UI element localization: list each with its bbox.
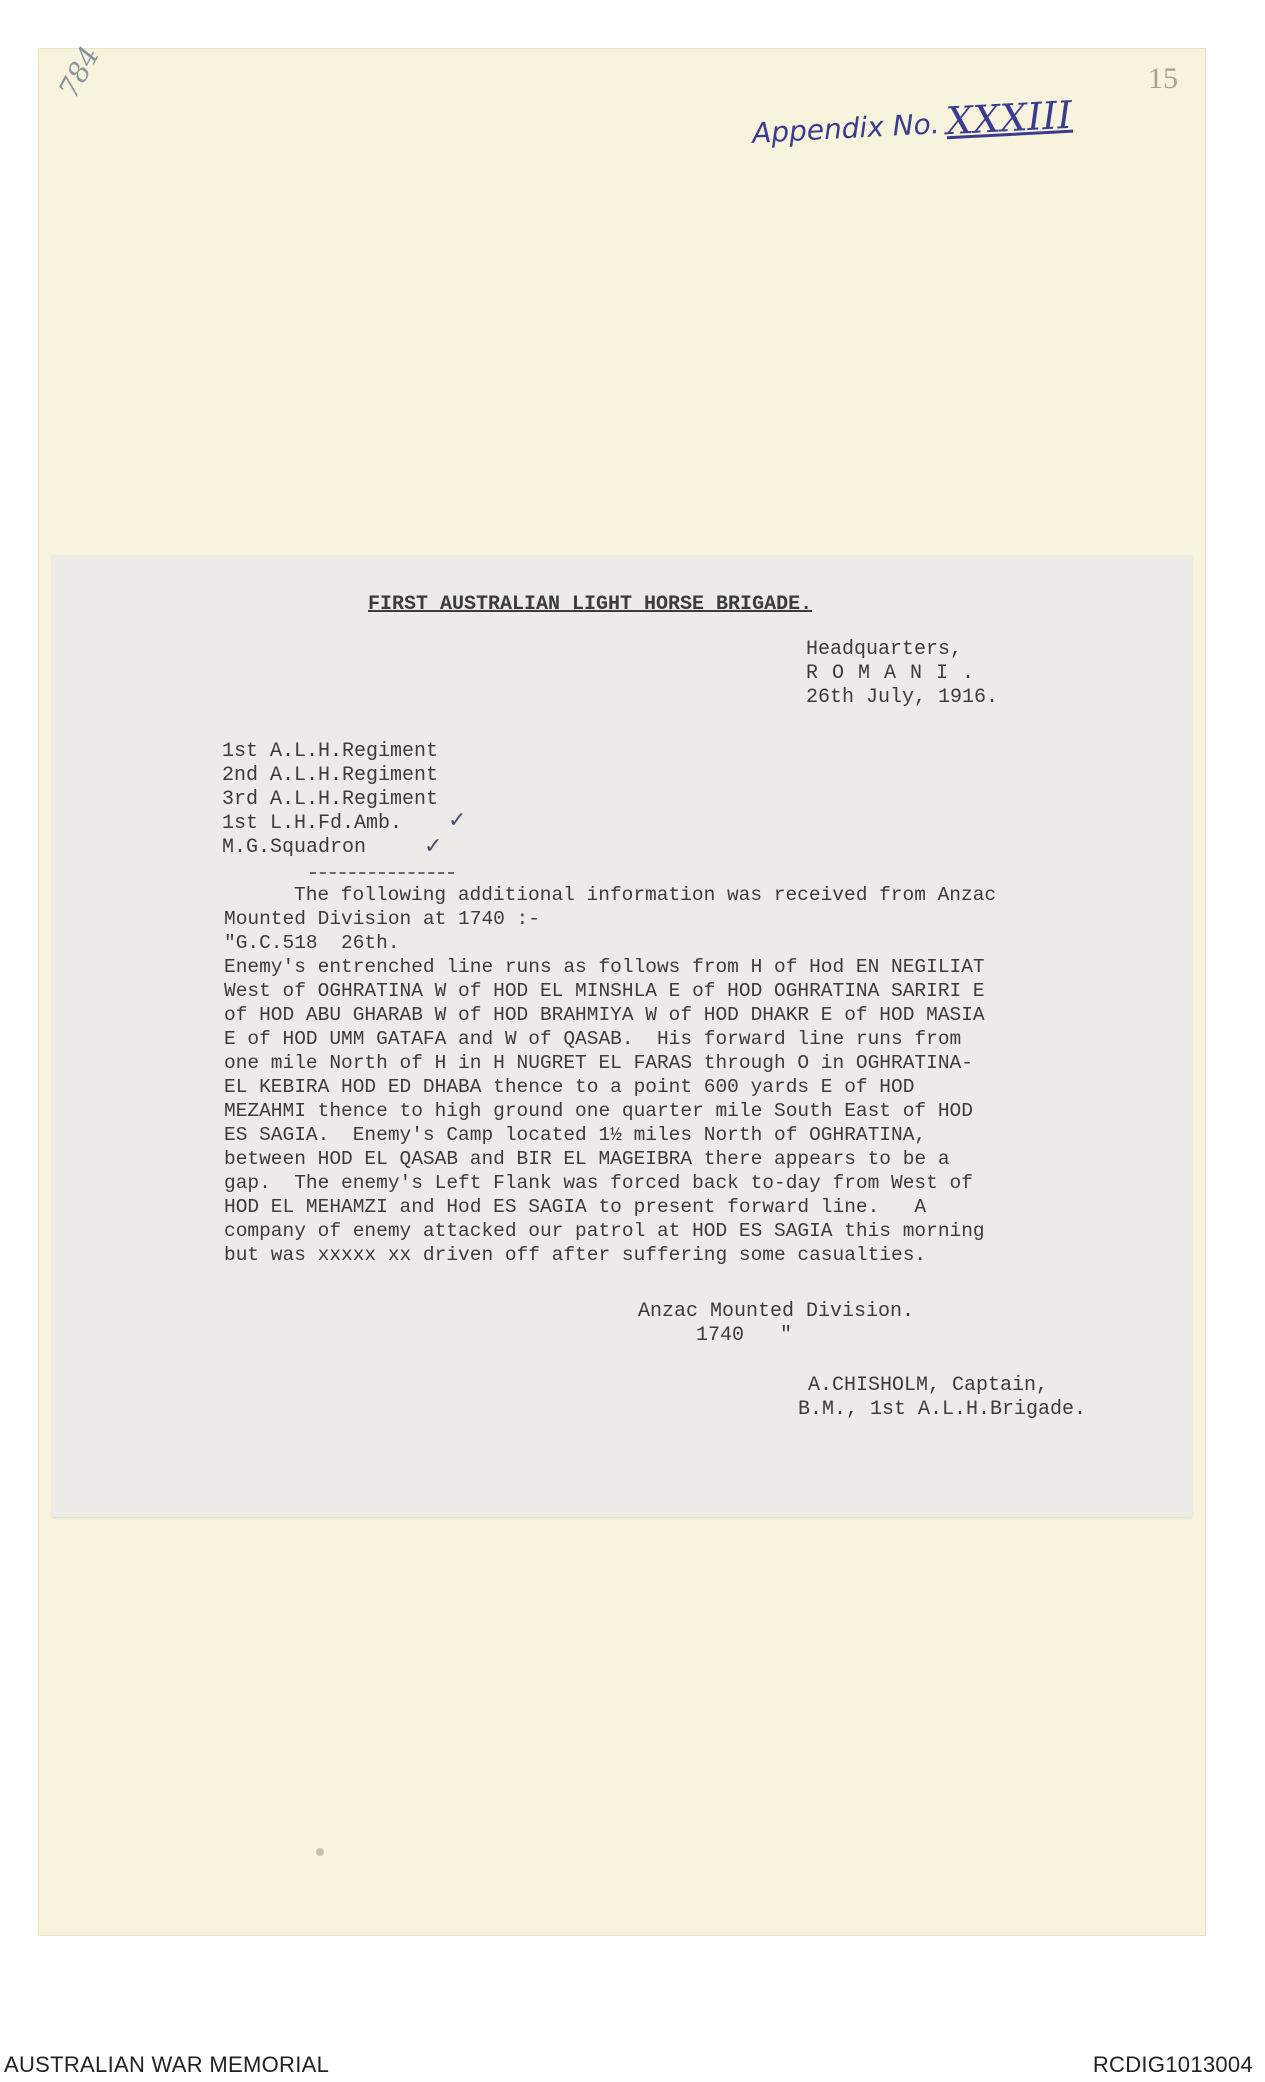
addressee: 3rd A.L.H.Regiment (222, 788, 439, 811)
body-line: HOD EL MEHAMZI and Hod ES SAGIA to present forward line. A (224, 1196, 927, 1218)
archive-number: 784 (52, 40, 107, 104)
archive-footer-right: RCDIG1013004 (1092, 2052, 1253, 2077)
archive-footer-left: AUSTRALIAN WAR MEMORIAL (4, 2052, 330, 2077)
body-line: "G.C.518 26th. (224, 932, 400, 954)
body-line: MEZAHMI thence to high ground one quarter mile South East of HOD (224, 1100, 973, 1122)
signatory-role: B.M., 1st A.L.H.Brigade. (798, 1398, 1087, 1421)
body-line: Mounted Division at 1740 :- (224, 908, 540, 930)
addressee: M.G.Squadron (222, 836, 367, 859)
hq-line-1: Headquarters, (806, 638, 963, 661)
body-line: but was xxxxx xx driven off after suffering some casualties. (224, 1244, 927, 1266)
addressee: 1st A.L.H.Regiment (222, 740, 439, 763)
division-signoff: Anzac Mounted Division. (638, 1300, 915, 1323)
folio-number: 15 (1148, 62, 1178, 95)
body-line: E of HOD UMM GATAFA and W of QASAB. His forward line runs from (224, 1028, 962, 1050)
body-line: West of OGHRATINA W of HOD EL MINSHLA E of HOD OGHRATINA SARIRI E (224, 980, 985, 1002)
divider (310, 872, 454, 874)
body-line: between HOD EL QASAB and BIR EL MAGEIBRA there appears to be a (224, 1148, 950, 1170)
brigade-heading: FIRST AUSTRALIAN LIGHT HORSE BRIGADE. (368, 593, 813, 616)
body-line: one mile North of H in H NUGRET EL FARAS through O in OGHRATINA- (224, 1052, 973, 1074)
hq-line-2: R O M A N I . (806, 662, 976, 685)
body-line: company of enemy attacked our patrol at HOD ES SAGIA this morning (224, 1220, 985, 1242)
addressee: 1st L.H.Fd.Amb. (222, 812, 403, 835)
body-line: of HOD ABU GHARAB W of HOD BRAHMIYA W of HOD DHAKR E of HOD MASIA (224, 1004, 985, 1026)
addressee: 2nd A.L.H.Regiment (222, 764, 439, 787)
body-line: EL KEBIRA HOD ED DHABA thence to a point 600 yards E of HOD (224, 1076, 915, 1098)
signatory-name: A.CHISHOLM, Captain, (808, 1374, 1049, 1397)
check-mark-icon: ✓ (448, 808, 467, 833)
check-mark-icon: ✓ (424, 834, 443, 859)
body-line: The following additional information was received from Anzac (294, 884, 997, 906)
appendix-label: Appendix No. (751, 107, 941, 150)
body-line: ES SAGIA. Enemy's Camp located 1½ miles North of OGHRATINA, (224, 1124, 927, 1146)
punch-mark (316, 1848, 324, 1856)
body-line: gap. The enemy's Left Flank was forced back to-day from West of (224, 1172, 973, 1194)
hq-date: 26th July, 1916. (806, 686, 999, 709)
body-line: Enemy's entrenched line runs as follows from H of Hod EN NEGILIAT (224, 956, 985, 978)
division-time: 1740 " (696, 1324, 793, 1347)
appendix-number: XXXIII (944, 92, 1074, 144)
